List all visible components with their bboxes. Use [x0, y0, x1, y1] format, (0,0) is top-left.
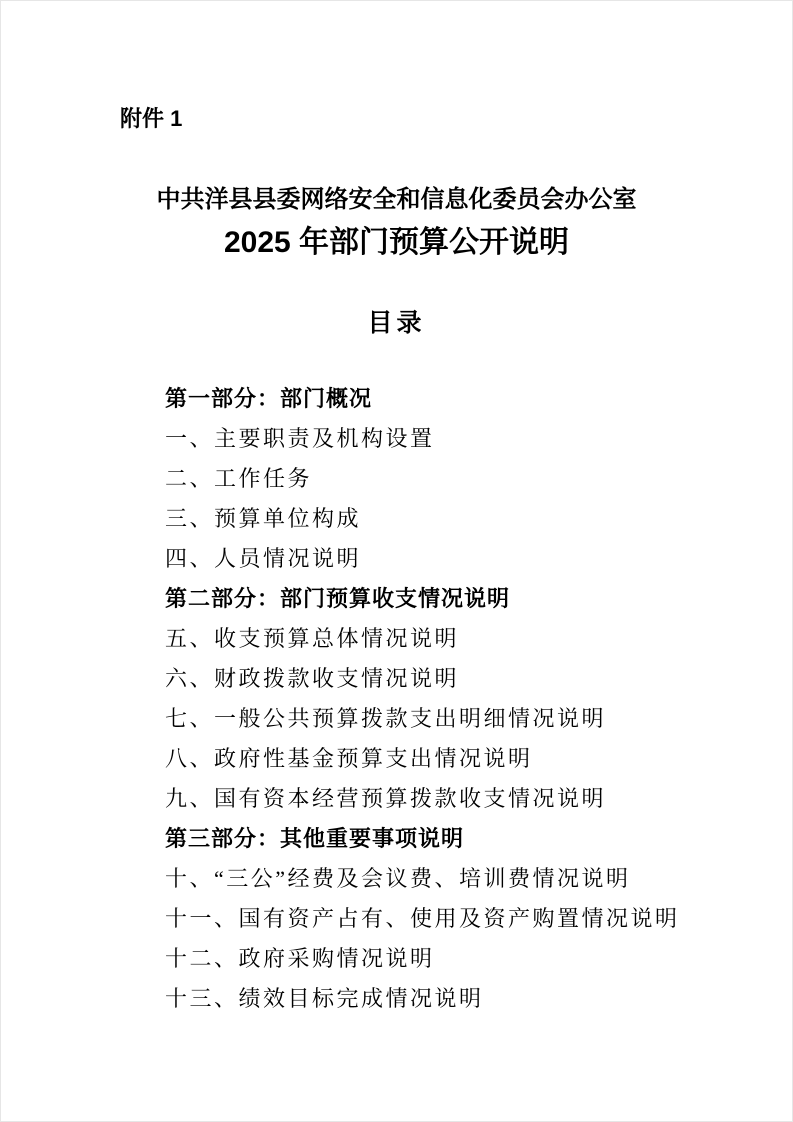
- toc-item: 十二、政府采购情况说明: [165, 946, 435, 971]
- toc-heading: 目录: [367, 310, 426, 337]
- toc-item: 五、收支预算总体情况说明: [165, 626, 460, 651]
- toc-section-heading: 第二部分：部门预算收支情况说明: [165, 586, 511, 611]
- toc-item: 九、国有资本经营预算拨款收支情况说明: [165, 786, 607, 811]
- toc-item: 六、财政拨款收支情况说明: [165, 666, 460, 691]
- toc-item: 十三、绩效目标完成情况说明: [165, 986, 484, 1011]
- toc-item: 二、工作任务: [165, 466, 313, 491]
- toc-item: 八、政府性基金预算支出情况说明: [165, 746, 533, 771]
- toc-section-heading: 第三部分：其他重要事项说明: [165, 826, 465, 851]
- attachment-label: 附件 1: [120, 106, 183, 131]
- document-title-line-1: 中共洋县县委网络安全和信息化委员会办公室: [156, 186, 637, 213]
- toc-item: 四、人员情况说明: [165, 546, 362, 571]
- toc-list: [165, 379, 680, 1019]
- document-title-line-2: 2025 年部门预算公开说明: [223, 226, 570, 259]
- toc-item: 七、一般公共预算拨款支出明细情况说明: [165, 706, 607, 731]
- toc-item: 十一、国有资产占有、使用及资产购置情况说明: [165, 906, 680, 931]
- document-title: [1, 179, 792, 265]
- toc-item: 十、“三公”经费及会议费、培训费情况说明: [165, 866, 631, 891]
- toc-item: 三、预算单位构成: [165, 506, 362, 531]
- toc-section-heading: 第一部分：部门概况: [165, 386, 373, 411]
- toc-item: 一、主要职责及机构设置: [165, 426, 435, 451]
